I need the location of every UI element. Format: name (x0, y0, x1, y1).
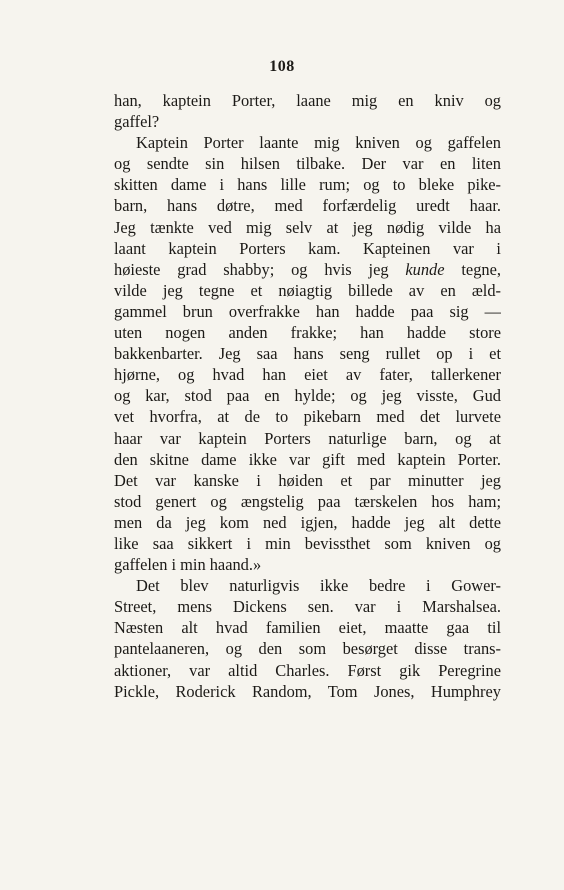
text-line: Pickle, Roderick Random, Tom Jones, Humphrey (114, 681, 501, 701)
page-number: 108 (269, 58, 295, 75)
text-line: og sendte sin hilsen tilbake. Der var en liten (114, 154, 501, 174)
text-line: pantelaaneren, og den som besørget disse trans- (114, 639, 501, 659)
text-line: høieste grad shabby; og hvis jeg kunde tegne, (114, 259, 501, 279)
text-line: gaffel? (114, 112, 160, 132)
text-line: gaffelen i min haand.» (114, 555, 262, 575)
text-line: vet hvorfra, at de to pikebarn med det lurvete (114, 407, 501, 427)
text-line: like saa sikkert i min bevissthet som kniven og (114, 533, 501, 553)
text-line: barn, hans døtre, med forfærdelig uredt haar. (114, 196, 501, 216)
text-line: bakkenbarter. Jeg saa hans seng rullet op i et (114, 344, 501, 364)
text-line: men da jeg kom ned igjen, hadde jeg alt dette (114, 512, 501, 532)
text-line: haar var kaptein Porters naturlige barn, og at (114, 428, 501, 448)
text-line: Det var kanske i høiden et par minutter jeg (114, 470, 501, 490)
text-line: Det blev naturligvis ikke bedre i Gower- (136, 576, 501, 596)
text-line: stod genert og ængstelig paa tærskelen hos ham; (114, 491, 501, 511)
text-line: Kaptein Porter laante mig kniven og gaffelen (136, 133, 501, 153)
text-line: vilde jeg tegne et nøiagtig billede av en æld- (114, 280, 501, 300)
emphasized-word: kunde (405, 259, 445, 279)
body-text (114, 90, 501, 702)
text-line: hjørne, og hvad han eiet av fater, tallerkener (114, 365, 501, 385)
text-line: gammel brun overfrakke han hadde paa sig — (114, 301, 501, 321)
text-line: og kar, stod paa en hylde; og jeg visste, Gud (114, 386, 501, 406)
text-line: Næsten alt hvad familien eiet, maatte gaa til (114, 618, 501, 638)
text-line: uten nogen anden frakke; han hadde store (114, 323, 501, 343)
text-line: Street, mens Dickens sen. var i Marshalsea. (114, 597, 501, 617)
text-line: skitten dame i hans lille rum; og to bleke pike- (114, 175, 501, 195)
text-line: aktioner, var altid Charles. Først gik Peregrine (114, 660, 501, 680)
text-line: Jeg tænkte ved mig selv at jeg nødig vilde ha (114, 217, 501, 237)
text-line: laant kaptein Porters kam. Kapteinen var i (114, 238, 501, 258)
text-line: han, kaptein Porter, laane mig en kniv og (114, 91, 501, 110)
text-line: den skitne dame ikke var gift med kaptein Porter. (114, 449, 501, 469)
